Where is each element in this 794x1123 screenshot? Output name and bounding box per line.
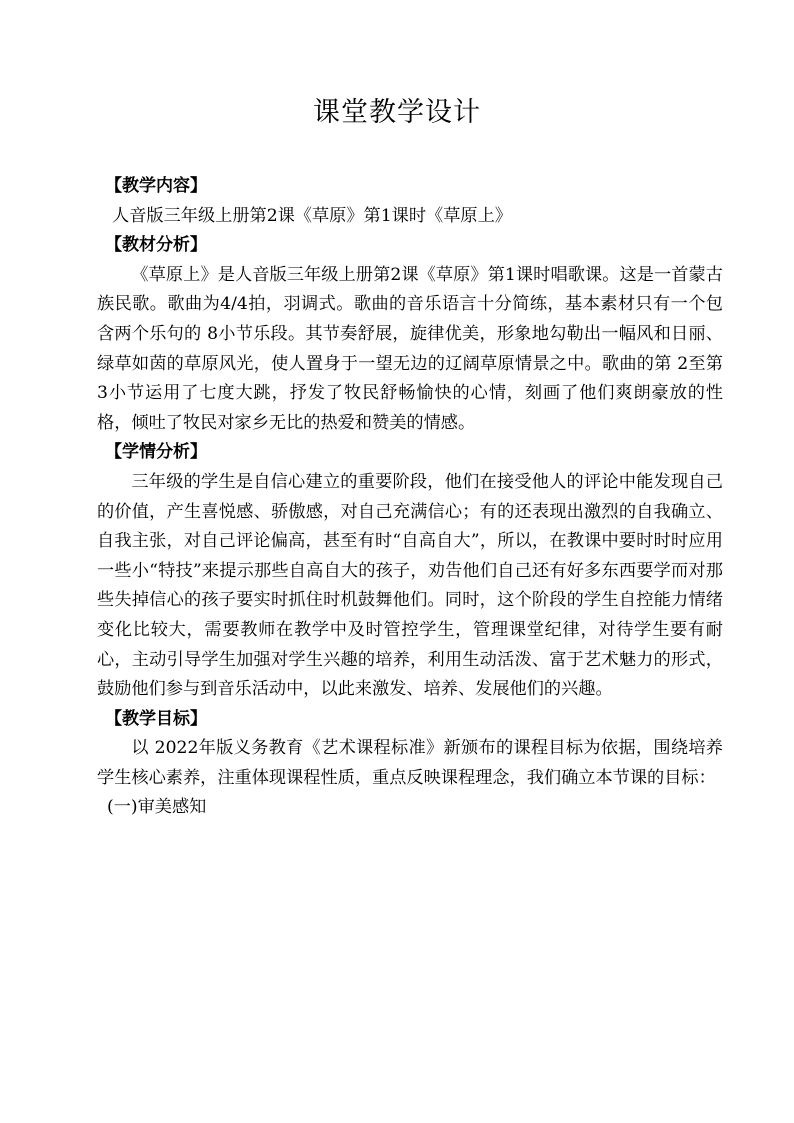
section-text-teaching-goals: 以 2022年版义务教育《艺术课程标准》新颁布的课程目标为依据，围绕培养学生核心素养，注重体现课程性质，重点反映课程理念，我们确立本节课的目标：: [97, 738, 723, 788]
section-heading-material-analysis: 【教材分析】: [105, 235, 207, 256]
document-body: [97, 172, 727, 823]
section-text-teaching-content: 人音版三年级上册第2课《草原》第1课时《草原上》: [112, 205, 512, 226]
section-heading-teaching-content: 【教学内容】: [105, 176, 207, 196]
section-text-material-analysis: 《草原上》是人音版三年级上册第2课《草原》第1课时唱歌课。这是一首蒙古族民歌。歌曲为4/4拍，羽调式。歌曲的音乐语言十分简练，基本素材只有一个包含两个乐句的 8小节乐段。其节奏舒展，旋律优美，形象地勾勒出一幅风和日丽、绿草如茵的草原风光，使人置身于一望无边的辽阔草原情景之中。歌曲的第 2至第 3小节运用了七度大跳，抒发了牧民舒畅愉快的心情，刻画了他们爽朗豪放的性格，倾吐了牧民对家乡无比的热爱和赞美的情感。: [97, 264, 723, 433]
section-heading-student-analysis: 【学情分析】: [105, 442, 207, 463]
section-text-student-analysis: 三年级的学生是自信心建立的重要阶段，他们在接受他人的评论中能发现自己的价值，产生喜悦感、骄傲感，对自己充满信心；有的还表现出激烈的自我确立、自我主张，对自己评论偏高，甚至有时“自高自大”，所以，在教课中要时时时应用一些小“特技”来提示那些自高自大的孩子，劝告他们自己还有好多东西要学而对那些失掉信心的孩子要实时抓住时机鼓舞他们。同时，这个阶段的学生自控能力情绪变化比较大，需要教师在教学中及时管控学生，管理课堂纪律，对待学生要有耐心，主动引导学生加强对学生兴趣的培养，利用生动活泼、富于艺术魅力的形式，鼓励他们参与到音乐活动中，以此来激发、培养、发展他们的兴趣。: [97, 471, 723, 700]
section-heading-teaching-goals: 【教学目标】: [105, 708, 207, 729]
page-title: 课堂教学设计: [313, 97, 481, 128]
subheading-aesthetic-perception: (一)审美感知: [107, 797, 207, 818]
